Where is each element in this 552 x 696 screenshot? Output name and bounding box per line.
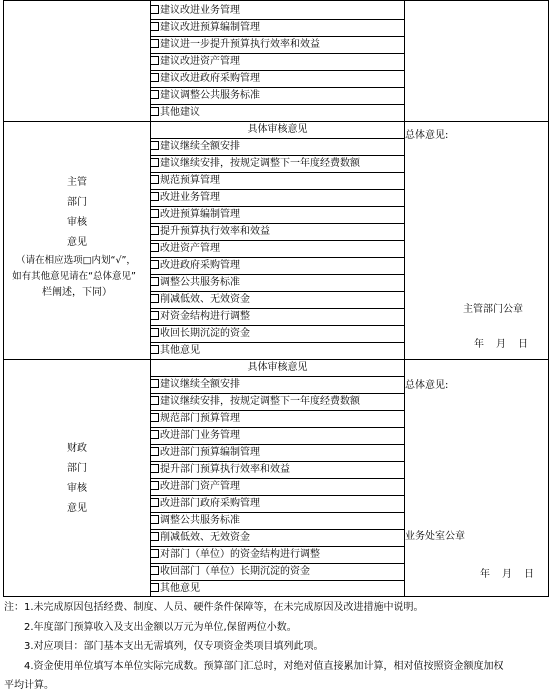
option-label: 改进部门预算编制管理 <box>160 447 260 458</box>
fin-label-3: 审核 <box>67 483 87 494</box>
checkbox[interactable] <box>150 73 159 82</box>
option-row <box>150 563 405 580</box>
option-row <box>150 393 405 410</box>
checkbox[interactable] <box>150 532 159 541</box>
option-label: 改进政府采购管理 <box>160 260 240 271</box>
option-label: 对资金结构进行调整 <box>160 311 250 322</box>
fin-header: 具体审核意见 <box>247 362 308 373</box>
option-row <box>150 342 405 359</box>
option-label: 其他建议 <box>160 107 200 118</box>
option-label: 改进部门政府采购管理 <box>160 498 260 509</box>
option-label: 建议改进预算编制管理 <box>160 22 260 33</box>
dept-label-3: 审核 <box>67 217 87 228</box>
dept-label-2: 部门 <box>67 197 87 208</box>
checkbox[interactable] <box>150 277 159 286</box>
checkbox[interactable] <box>150 243 159 252</box>
option-label: 建议继续全额安排 <box>160 141 240 152</box>
checkbox[interactable] <box>150 158 159 167</box>
option-row <box>150 223 405 240</box>
option-row <box>150 529 405 546</box>
checkbox[interactable] <box>150 379 159 388</box>
option-label: 提升预算执行效率和效益 <box>160 226 270 237</box>
fin-label <box>4 439 150 519</box>
note-5: 平均计算。 <box>4 680 54 691</box>
option-row <box>150 546 405 563</box>
checkbox[interactable] <box>150 175 159 184</box>
option-row <box>150 138 405 155</box>
checkbox[interactable] <box>150 464 159 473</box>
checkbox[interactable] <box>150 413 159 422</box>
checkbox[interactable] <box>150 549 159 558</box>
checkbox[interactable] <box>150 328 159 337</box>
option-label: 收回部门（单位）长期沉淀的资金 <box>160 566 310 577</box>
checkbox[interactable] <box>150 90 159 99</box>
option-label: 调整公共服务标准 <box>160 277 240 288</box>
option-label: 对部门（单位）的资金结构进行调整 <box>160 549 320 560</box>
checkbox[interactable] <box>150 498 159 507</box>
option-label: 提升部门预算执行效率和效益 <box>160 464 290 475</box>
dept-label <box>4 173 150 301</box>
option-row <box>150 19 405 36</box>
option-label: 削减低效、无效资金 <box>160 532 250 543</box>
checkbox[interactable] <box>150 396 159 405</box>
option-label: 规范预算管理 <box>160 175 220 186</box>
checkbox[interactable] <box>150 260 159 269</box>
note-4: 4.资金使用单位填写本单位实际完成数。预算部门汇总时，对绝对值直接累加计算，相对值按照资金额度加权 <box>4 660 504 672</box>
dept-overall-label: 总体意见: <box>405 130 449 141</box>
checkbox[interactable] <box>150 447 159 456</box>
option-row <box>150 495 405 512</box>
option-row <box>150 206 405 223</box>
option-label: 建议改进政府采购管理 <box>160 73 260 84</box>
option-label: 其他意见 <box>160 583 200 594</box>
fin-seal-label: 业务处室公章 <box>405 531 465 542</box>
option-row <box>150 461 405 478</box>
checkbox[interactable] <box>150 515 159 524</box>
option-label: 建议继续安排，按规定调整下一年度经费数额 <box>160 396 360 407</box>
fin-label-4: 意见 <box>67 503 87 514</box>
option-label: 改进资产管理 <box>160 243 220 254</box>
option-label: 改进业务管理 <box>160 192 220 203</box>
option-label: 改进预算编制管理 <box>160 209 240 220</box>
checkbox[interactable] <box>150 566 159 575</box>
option-label: 建议改进资产管理 <box>160 56 240 67</box>
option-row <box>150 172 405 189</box>
dept-date: 年 月 日 <box>474 339 529 350</box>
option-label: 其他意见 <box>160 345 200 356</box>
checkbox[interactable] <box>150 192 159 201</box>
dept-label-4: 意见 <box>67 237 87 248</box>
checkbox[interactable] <box>150 430 159 439</box>
checkbox[interactable] <box>150 5 159 14</box>
review-table <box>3 0 549 597</box>
checkbox[interactable] <box>150 294 159 303</box>
fin-label-1: 财政 <box>67 443 87 454</box>
option-row <box>150 87 405 104</box>
checkbox[interactable] <box>150 56 159 65</box>
dept-note-2: 如有其他意见请在“总体意见” <box>12 271 136 282</box>
option-row <box>150 512 405 529</box>
dept-label-1: 主管 <box>67 177 87 188</box>
note-1: 注：1.未完成原因包括经费、制度、人员、硬件条件保障等，在未完成原因及改进措施中说明。 <box>4 602 424 613</box>
option-label: 建议改进业务管理 <box>160 5 240 16</box>
checkbox[interactable] <box>150 583 159 592</box>
option-label: 调整公共服务标准 <box>160 515 240 526</box>
option-row <box>150 240 405 257</box>
option-row <box>150 291 405 308</box>
option-label: 收回长期沉淀的资金 <box>160 328 250 339</box>
option-row <box>150 70 405 87</box>
footnotes <box>4 598 548 696</box>
dept-note-1: （请在相应选项□内划“√”， <box>16 255 136 266</box>
checkbox[interactable] <box>150 209 159 218</box>
fin-date: 年 月 日 <box>480 569 535 580</box>
option-row <box>150 444 405 461</box>
option-row <box>150 274 405 291</box>
option-label: 建议继续全额安排 <box>160 379 240 390</box>
dept-note-3: 栏阐述，下同） <box>42 287 112 298</box>
checkbox[interactable] <box>150 107 159 116</box>
checkbox[interactable] <box>150 481 159 490</box>
option-row <box>150 478 405 495</box>
note-2: 2.年度部门预算收入及支出金额以万元为单位,保留两位小数。 <box>4 621 297 633</box>
checkbox[interactable] <box>150 345 159 354</box>
option-row <box>150 325 405 342</box>
option-row <box>150 410 405 427</box>
option-row <box>150 53 405 70</box>
option-row <box>150 36 405 53</box>
checkbox[interactable] <box>150 22 159 31</box>
option-label: 规范部门预算管理 <box>160 413 240 424</box>
dept-seal-label: 主管部门公章 <box>463 304 523 315</box>
option-row <box>150 580 405 597</box>
checkbox[interactable] <box>150 311 159 320</box>
checkbox[interactable] <box>150 39 159 48</box>
fin-overall-label: 总体意见: <box>405 380 449 391</box>
option-row <box>150 257 405 274</box>
option-row <box>150 308 405 325</box>
option-row <box>150 427 405 444</box>
note-3: 3.对应项目：部门基本支出无需填列，仅专项资金类项目填列此项。 <box>4 641 324 652</box>
option-label: 建议进一步提升预算执行效率和效益 <box>160 39 320 50</box>
fin-label-2: 部门 <box>67 463 87 474</box>
checkbox[interactable] <box>150 226 159 235</box>
option-label: 改进部门资产管理 <box>160 481 240 492</box>
option-row <box>150 104 405 121</box>
option-row <box>150 155 405 172</box>
option-label: 改进部门业务管理 <box>160 430 240 441</box>
option-label: 建议调整公共服务标准 <box>160 90 260 101</box>
option-row <box>150 376 405 393</box>
option-row <box>150 189 405 206</box>
dept-header: 具体审核意见 <box>247 124 308 135</box>
option-label: 削减低效、无效资金 <box>160 294 250 305</box>
option-label: 建议继续安排，按规定调整下一年度经费数额 <box>160 158 360 169</box>
option-row <box>150 2 405 19</box>
checkbox[interactable] <box>150 141 159 150</box>
